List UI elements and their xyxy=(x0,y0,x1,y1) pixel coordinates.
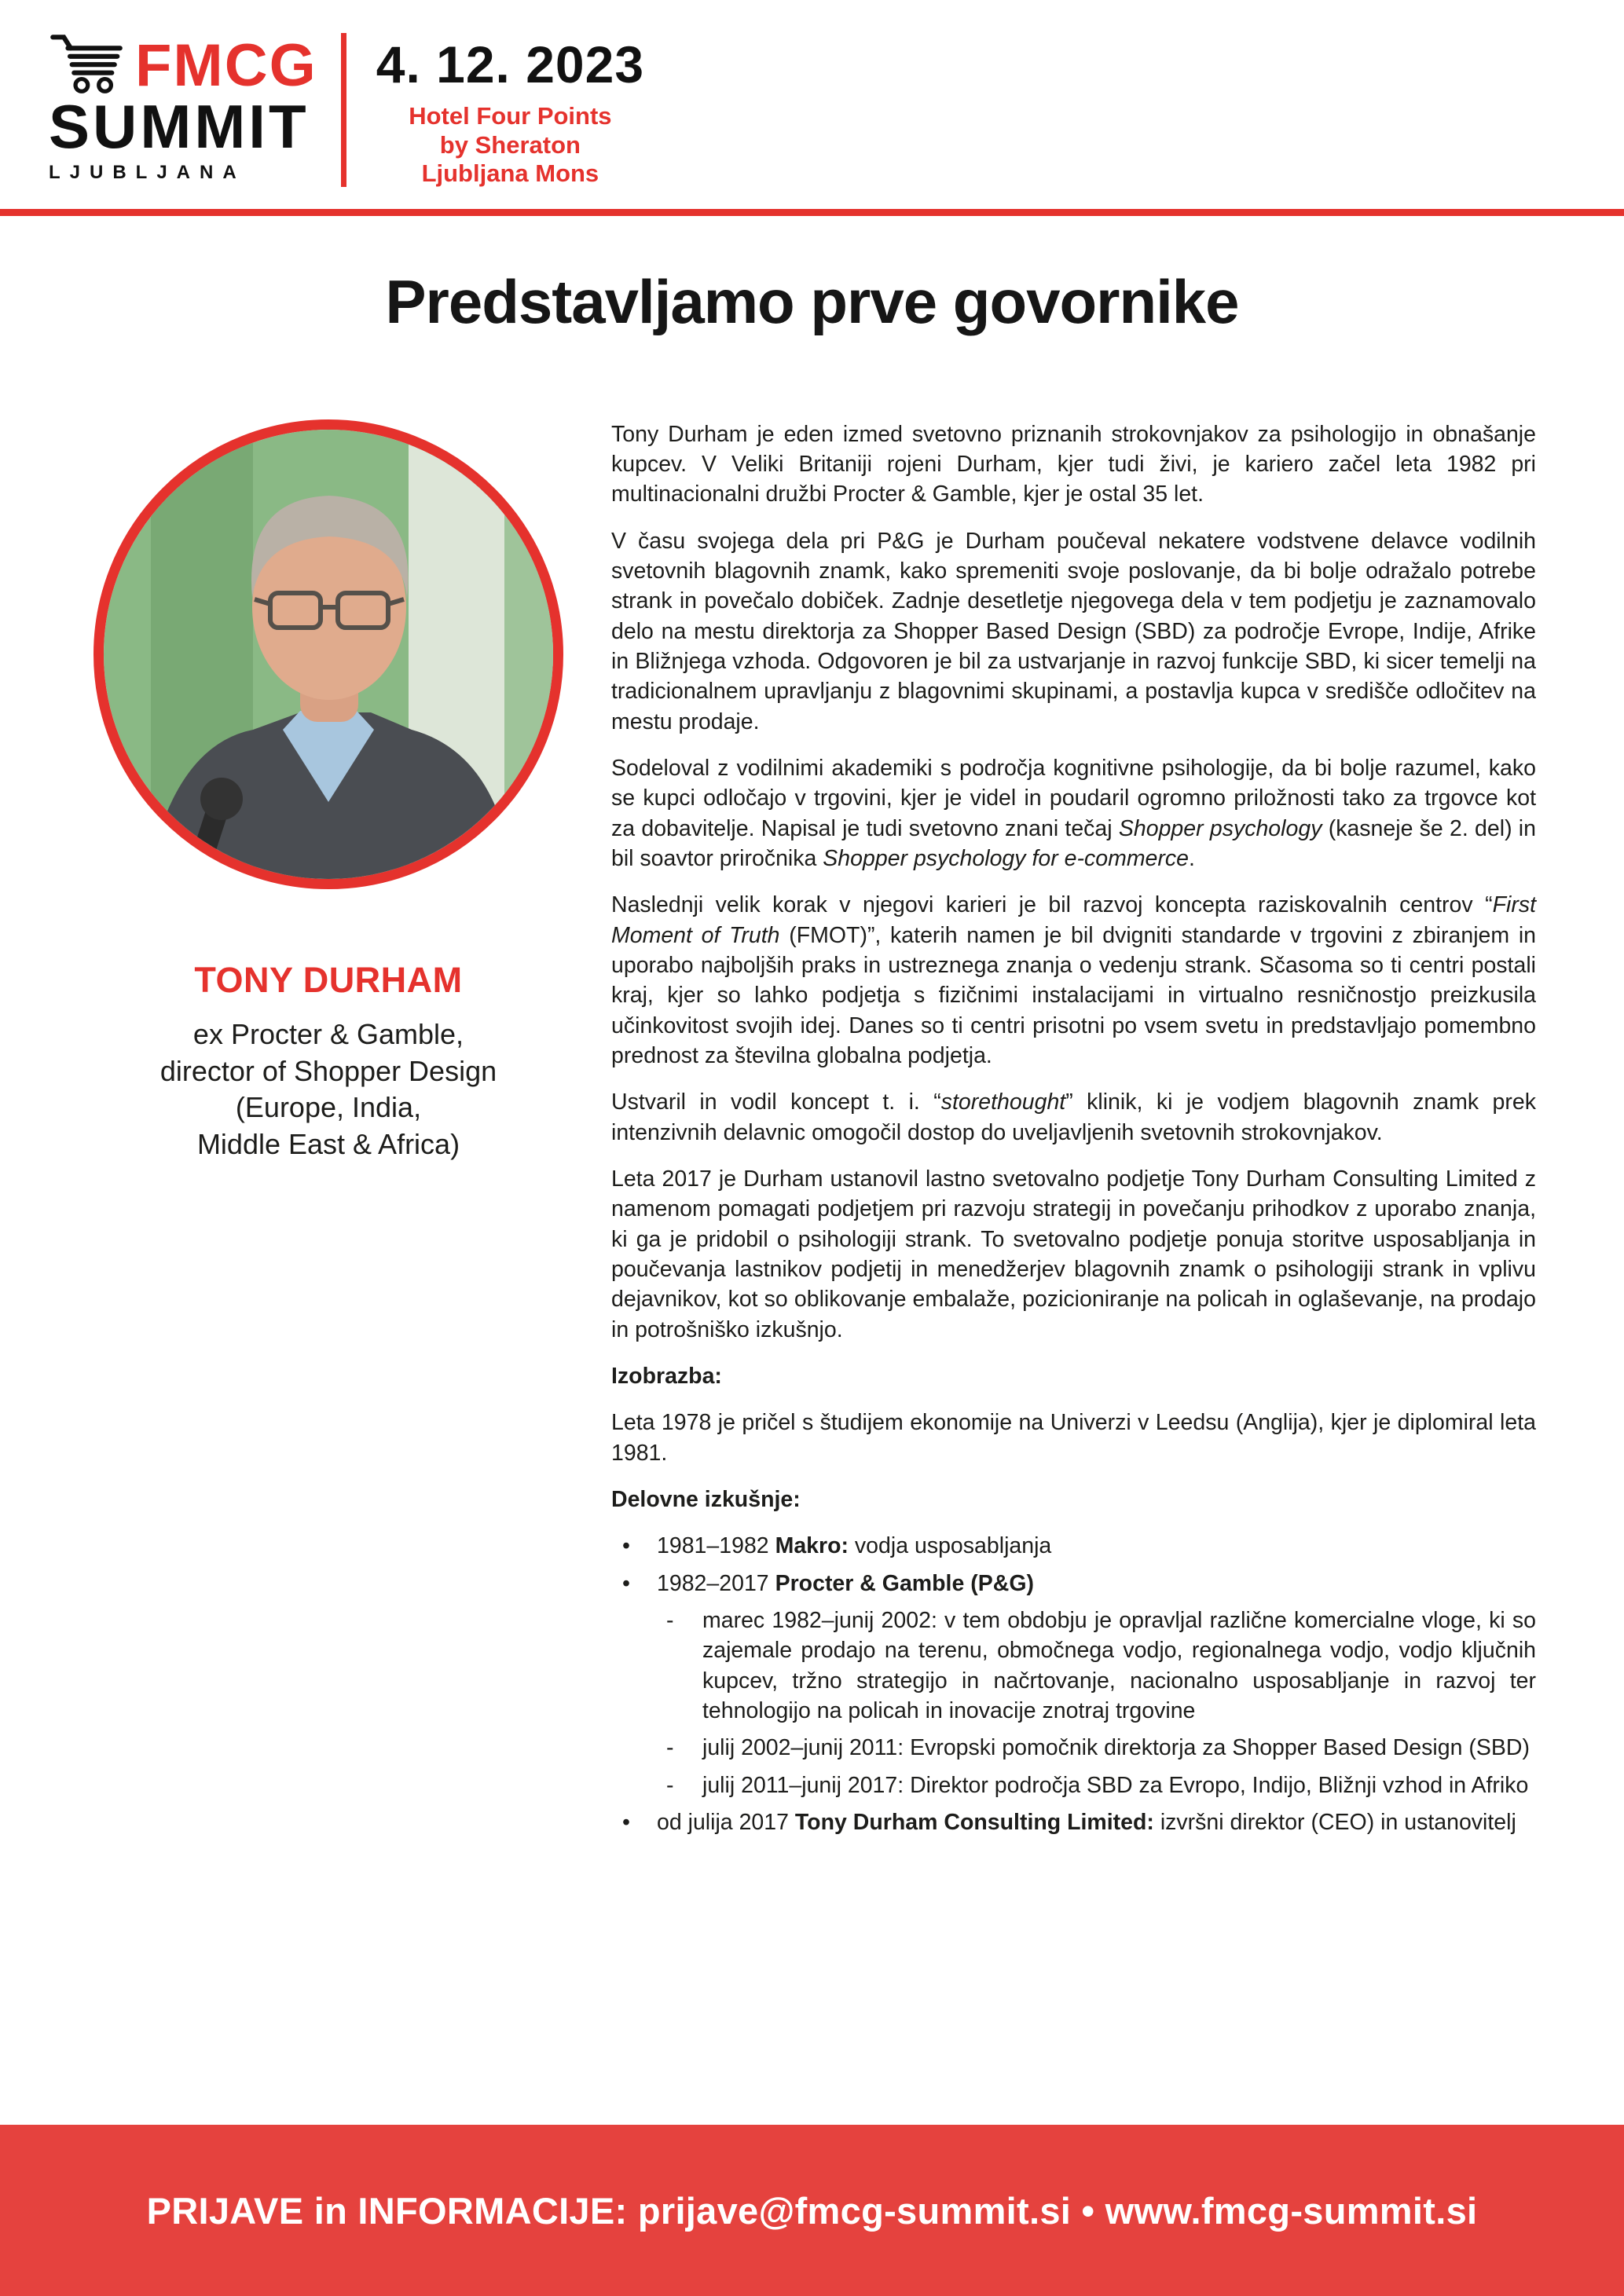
paragraph: Naslednji velik korak v njegovi karieri je bil razvoj koncepta raziskovalnih centrov “First Moment of Truth (FMOT)”, katerih namen je bil dvigniti standarde v trgovini z zbiranjem in uporabo najboljših praks in ustreznega znanja o vedenju strank. Sčasoma so ti centri postali kraj, kjer so lahko podjetja s fizičnimi instalacijami in virtualno resničnostjo preizkusila učinkovitost svojih idej. Danes so ti centri prisotni po vsem svetu in predstavljajo pomembno prednost za številna globalna podjetja. xyxy=(611,892,1536,1068)
list-marker: - xyxy=(666,1772,674,1798)
text-line: (Europe, India, xyxy=(235,1091,422,1124)
speaker-role xyxy=(88,1016,569,1163)
list-marker: • xyxy=(622,1570,630,1596)
list-item: • 1981–1982 Makro: vodja usposabljanja xyxy=(611,1531,1536,1561)
speaker-portrait-illustration xyxy=(104,430,553,879)
text-line: ex Procter & Gamble, xyxy=(192,1017,464,1050)
list-marker: - xyxy=(666,1735,674,1761)
header-divider xyxy=(341,33,346,187)
paragraph: Leta 1978 je pričel s študijem ekonomije na Univerzi v Leedsu (Anglija), kjer je diplomiral leta 1981. xyxy=(611,1410,1536,1466)
paragraph: Tony Durham je eden izmed svetovno priznanih strokovnjakov za psihologijo in obnašanje kupcev. V Veliki Britaniji rojeni Durham, kjer tudi živi, je kariero začel leta 1982 pri multinacionalni družbi Procter & Gamble, kjer je ostal 35 let. xyxy=(611,421,1536,507)
text-line: Ljubljana Mons xyxy=(421,159,599,188)
logo-fmcg-text: FMCG xyxy=(135,31,317,99)
section-heading: Izobrazba: xyxy=(611,1363,722,1389)
header-logo xyxy=(49,27,317,184)
footer-email[interactable]: prijave@fmcg-summit.si xyxy=(637,2189,1072,2232)
paragraph: Leta 2017 je Durham ustanovil lastno svetovalno podjetje Tony Durham Consulting Limited z namenom pomagati podjetjem pri razvoju strategij in povečanju prihodkov z uporabo znanja, ki ga je pridobil o psihologiji strank. To svetovalno podjetje ponuja storitve usposabljanja in poučevanja lastnikov podjetij in menedžerjev blagovnih znamk o psihologiji strank in vplivu dejavnikov, kot so oblikovanje embalaže, pozicioniranje na policah in oglaševanje, na prodajo in potrošniško izkušnjo. xyxy=(611,1166,1536,1342)
footer-text xyxy=(147,2189,1478,2232)
list-item: • 1982–2017 Procter & Gamble (P&G) xyxy=(611,1569,1536,1598)
paragraph: V času svojega dela pri P&G je Durham poučeval nekatere vodstvene delavce vodilnih svetovnih blagovnih znamk, kako spremeniti svoje poslovanje, da bi bolje odražalo potrebe strank in povečalo dobiček. Zadnje desetletje njegovega dela v tem podjetju je zaznamovalo delo na mestu direktorja za Shopper Based Design (SBD) za področje Evrope, Indije, Afrike in Bližnjega vzhoda. Odgovoren je bil za ustvarjanje in razvoj funkcije SBD, ki sicer temelji na tradicionalnem upravljanju z blagovnimi skupinami, a postavlja kupca v središče odločitev na mestu prodaje. xyxy=(611,528,1536,734)
speaker-photo xyxy=(93,419,563,889)
list-item: • od julija 2017 Tony Durham Consulting Limited: izvršni direktor (CEO) in ustanovitelj xyxy=(611,1807,1536,1837)
text-line: Hotel Four Points xyxy=(409,102,612,130)
list-marker: • xyxy=(622,1533,630,1559)
page-title: Predstavljamo prve govornike xyxy=(385,266,1239,336)
list-marker: • xyxy=(622,1809,630,1835)
event-date: 4. 12. 2023 xyxy=(376,35,645,93)
paragraph: Sodeloval z vodilnimi akademiki s področja kognitivne psihologije, da bi bolje razumel, kako se kupci odločajo v trgovini, kjer je videl in poudaril ogromno priložnosti tako za trgovce kot za dobavitelje. Napisal je tudi svetovno znani tečaj Shopper psychology (kasneje še 2. del) in bil soavtor priročnika Shopper psychology for e-commerce. xyxy=(611,756,1536,871)
list-marker: - xyxy=(666,1607,674,1633)
logo-summit-text: SUMMIT xyxy=(49,92,310,161)
list-item: - marec 1982–junij 2002: v tem obdobju je opravljal različne komercialne vloge, ki so zajemale prodajo na terenu, območnega vodjo, regionalnega vodjo, vodjo ključnih kupcev, tržno strategijo in načrtovanje, nacionalno usposabljanje in razvoj ter tehnologijo na policah in inovacije znotraj trgovine xyxy=(611,1606,1536,1726)
logo-city-text: LJUBLJANA xyxy=(49,162,246,183)
content xyxy=(0,419,1624,1844)
bio-article xyxy=(611,419,1536,1844)
text-line: director of Shopper Design xyxy=(159,1054,497,1087)
list-item: - julij 2011–junij 2017: Direktor področja SBD za Evropo, Indijo, Bližnji vzhod in Afriko xyxy=(611,1771,1536,1800)
event-venue xyxy=(376,102,644,189)
header xyxy=(0,0,1624,189)
section-heading: Delovne izkušnje: xyxy=(611,1486,801,1512)
text-line: Middle East & Africa) xyxy=(196,1128,460,1161)
footer-separator: • xyxy=(1071,2189,1105,2232)
text-line: by Sheraton xyxy=(439,130,581,159)
event-info xyxy=(376,27,644,189)
speaker-name: TONY DURHAM xyxy=(194,959,463,1000)
red-rule xyxy=(0,209,1624,216)
footer-website[interactable]: www.fmcg-summit.si xyxy=(1105,2189,1478,2232)
paragraph: Ustvaril in vodil koncept t. i. “storethought” klinik, ki je vodjem blagovnih znamk prek intenzivnih delavnic omogočil dostop do uveljavljenih svetovnih strokovnjakov. xyxy=(611,1089,1536,1145)
footer-label: PRIJAVE in INFORMACIJE: xyxy=(146,2189,638,2232)
footer-bar xyxy=(0,2125,1624,2296)
speaker-column xyxy=(88,419,569,1844)
list-item: - julij 2002–junij 2011: Evropski pomočnik direktorja za Shopper Based Design (SBD) xyxy=(611,1733,1536,1763)
shopping-cart-icon xyxy=(49,27,124,94)
